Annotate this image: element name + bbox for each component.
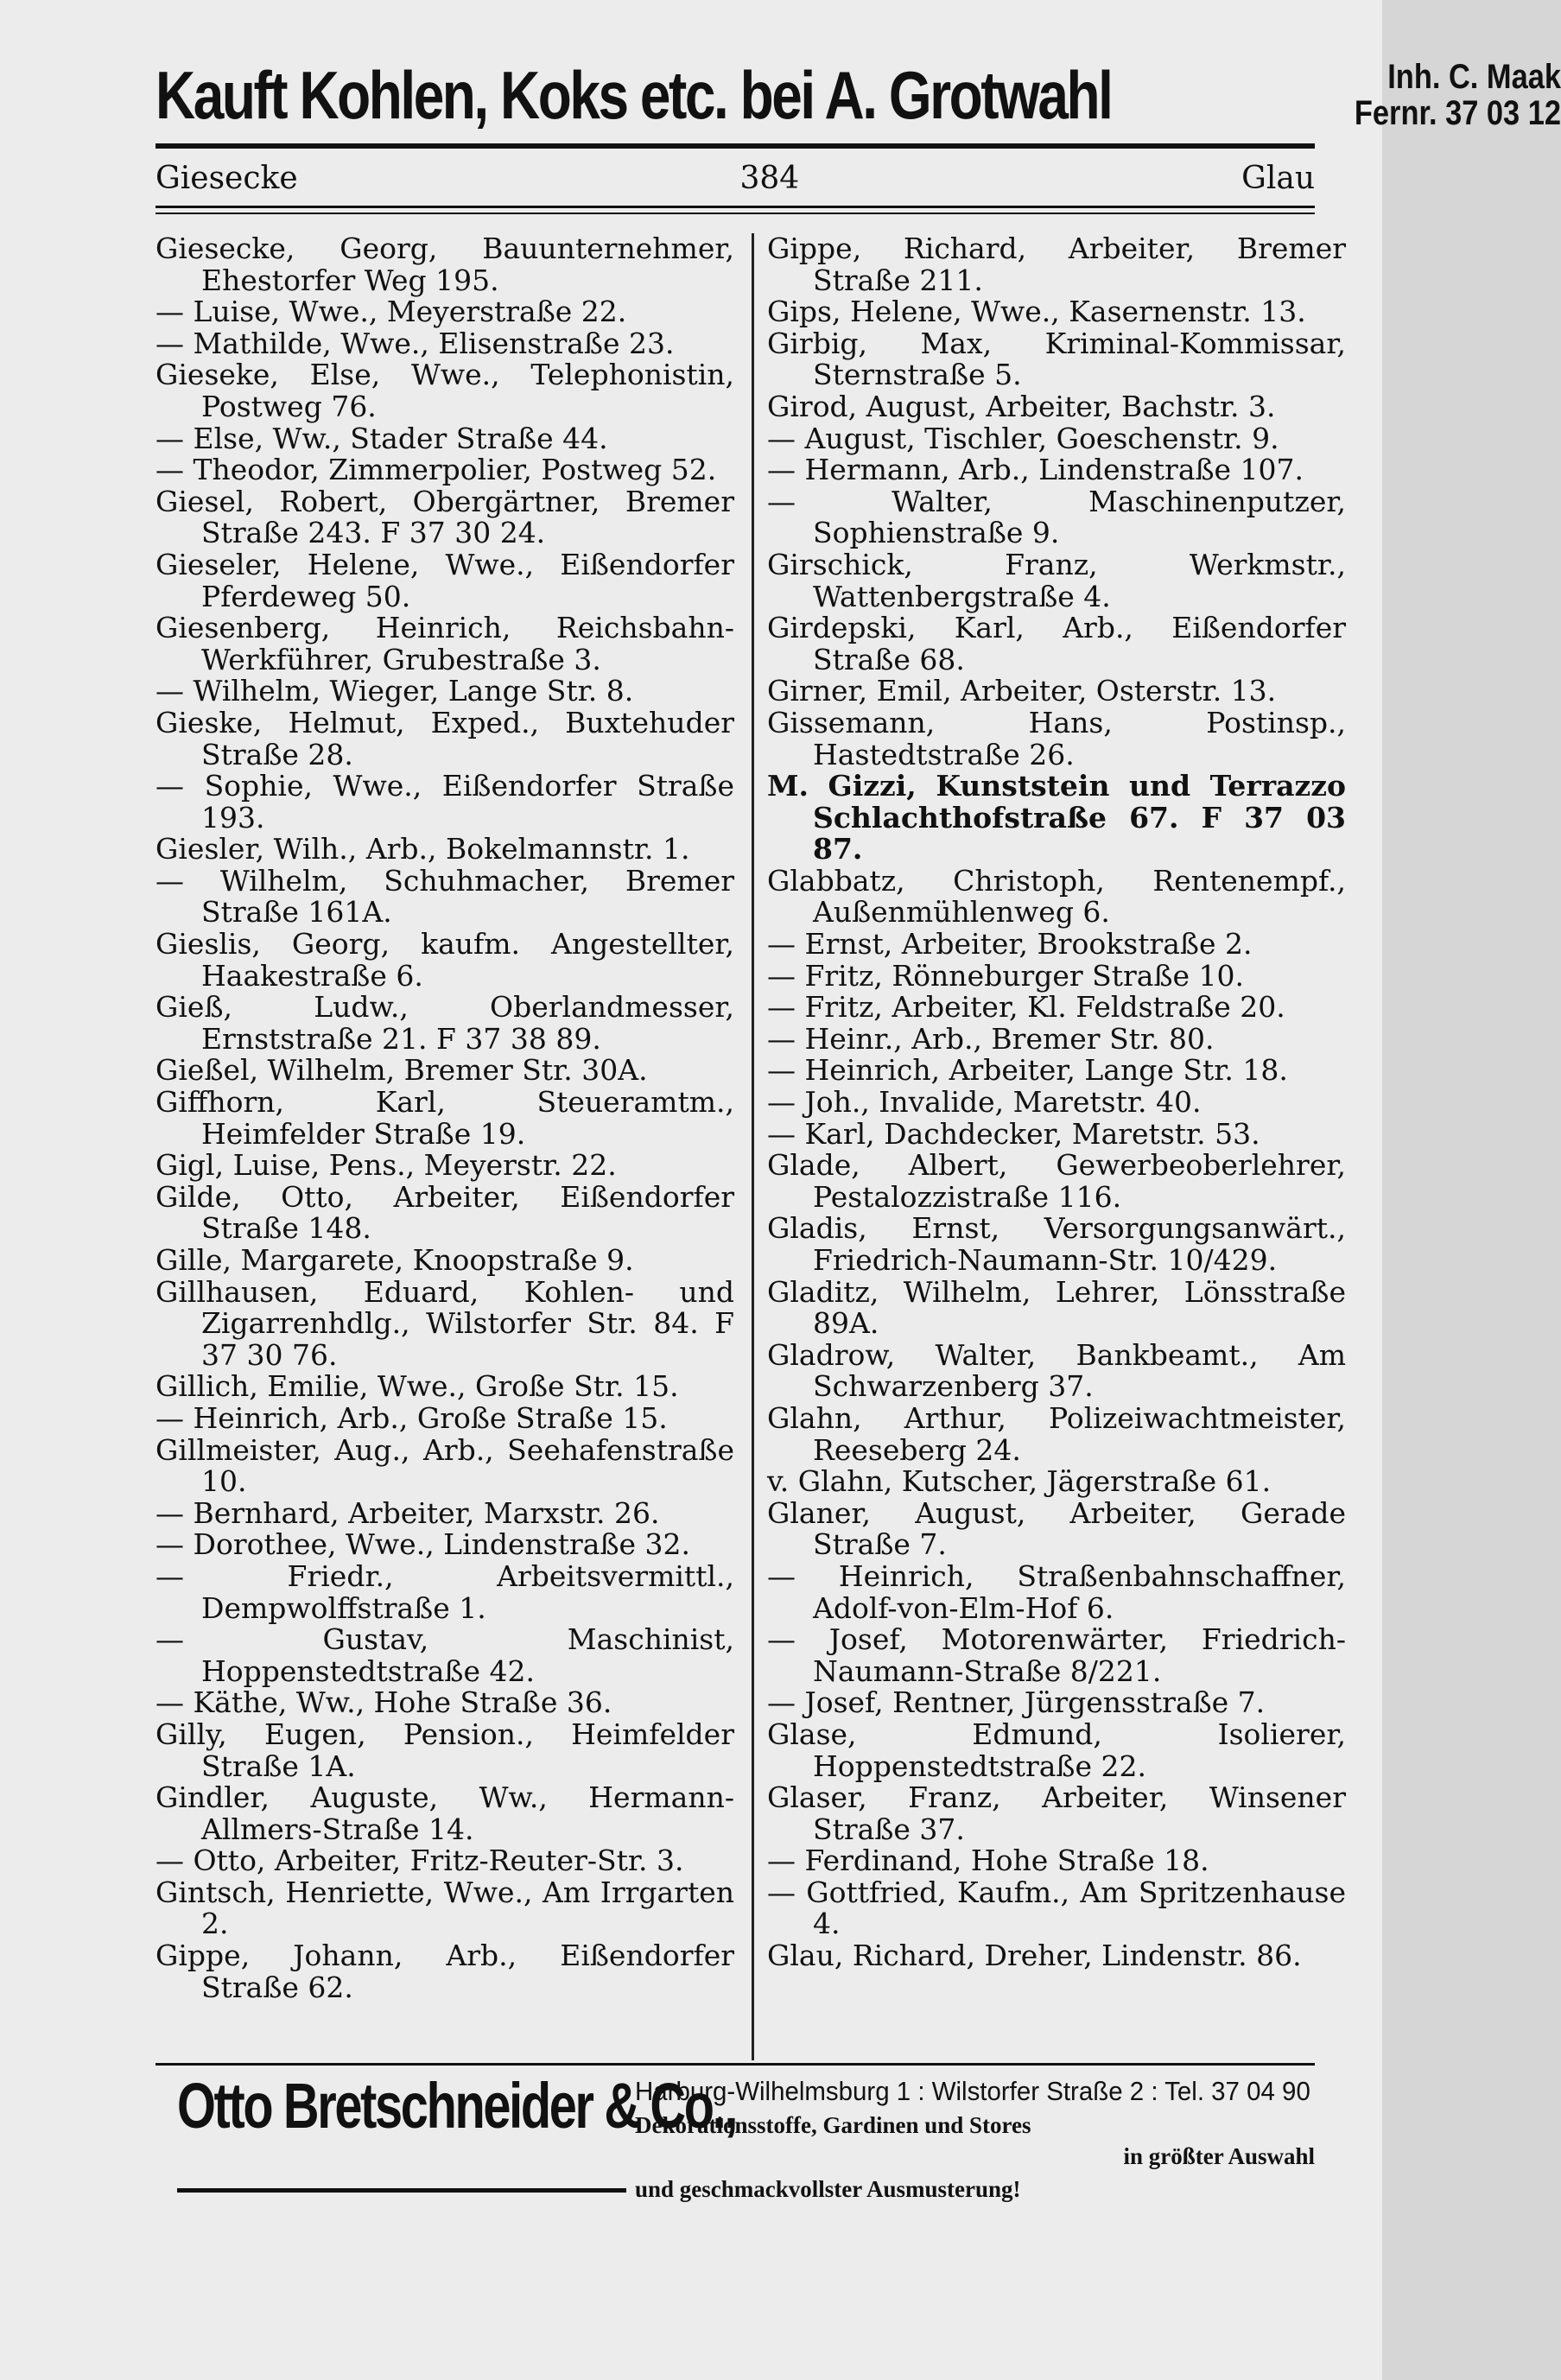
directory-entry: — Walter, Maschinenputzer, Sophienstraße 9. (767, 484, 1346, 550)
directory-entry: — Luise, Wwe., Meyerstraße 22. (155, 295, 627, 329)
header-first-entry: Giesecke (155, 160, 298, 196)
directory-entry: Girschick, Franz, Werkmstr., Wattenbergstraße 4. (767, 547, 1346, 613)
directory-entry: Giesler, Wilh., Arb., Bokelmannstr. 1. (155, 832, 690, 866)
bottom-ad-selection: in größter Auswahl (1123, 2143, 1315, 2169)
directory-entry: Gieseke, Else, Wwe., Telephonistin, Postweg 76. (155, 358, 734, 423)
bottom-ad-company: Otto Bretschneider & Co., (177, 2070, 737, 2142)
directory-entry: — Gottfried, Kaufm., Am Spritzenhause 4. (767, 1875, 1346, 1941)
top-ad-phone: Fernr. 37 03 12 (1355, 94, 1561, 132)
directory-entry: Glau, Richard, Dreher, Lindenstr. 86. (767, 1939, 1302, 1973)
directory-entry: Gippe, Johann, Arb., Eißendorfer Straße 62. (155, 1939, 734, 2004)
directory-entry: Gillhausen, Eduard, Kohlen- und Zigarrenhdlg., Wilstorfer Str. 84. F 37 30 76. (155, 1274, 734, 1372)
directory-entry: — Karl, Dachdecker, Maretstr. 53. (767, 1116, 1260, 1151)
header-last-entry: Glau (1241, 160, 1315, 196)
column-divider (752, 233, 754, 2060)
directory-entry: — Bernhard, Arbeiter, Marxstr. 26. (155, 1495, 660, 1530)
top-rule (155, 143, 1315, 149)
bottom-ad-tagline: und geschmackvollster Ausmusterung! (635, 2176, 1021, 2202)
directory-entry: — Heinr., Arb., Bremer Str. 80. (767, 1021, 1215, 1056)
directory-entry: — Dorothee, Wwe., Lindenstraße 32. (155, 1527, 690, 1562)
directory-entry: Gissemann, Hans, Postinsp., Hastedtstraße 26. (767, 705, 1346, 771)
directory-entry: — Josef, Motorenwärter, Friedrich-Naumann-Straße 8/221. (767, 1622, 1346, 1688)
bottom-ad-products: Dekorationsstoffe, Gardinen und Stores (635, 2112, 1031, 2138)
directory-entry: Girner, Emil, Arbeiter, Osterstr. 13. (767, 674, 1277, 708)
left-column (155, 233, 734, 2060)
directory-entry: — Ernst, Arbeiter, Brookstraße 2. (767, 927, 1253, 962)
bottom-rule (155, 2063, 1315, 2066)
directory-entry: Giffhorn, Karl, Steueramtm., Heimfelder Straße 19. (155, 1085, 734, 1151)
directory-entry: Gille, Margarete, Knoopstraße 9. (155, 1243, 634, 1277)
directory-entry: Gippe, Richard, Arbeiter, Bremer Straße 211. (767, 232, 1346, 297)
directory-entry: — Theodor, Zimmerpolier, Postweg 52. (155, 453, 717, 487)
directory-entry: Gillich, Emilie, Wwe., Große Str. 15. (155, 1369, 679, 1404)
directory-entry: Gieslis, Georg, kaufm. Angestellter, Haakestraße 6. (155, 927, 734, 993)
right-column (767, 233, 1346, 2060)
directory-entry: Gilly, Eugen, Pension., Heimfelder Straße 1A. (155, 1717, 734, 1783)
running-header (155, 155, 1315, 200)
directory-entry: Girod, August, Arbeiter, Bachstr. 3. (767, 389, 1276, 423)
directory-entry: Girbig, Max, Kriminal-Kommissar, Sternstraße 5. (767, 326, 1346, 392)
page-number: 384 (739, 160, 800, 196)
directory-entry: — Wilhelm, Schuhmacher, Bremer Straße 161A. (155, 863, 734, 930)
directory-entry: — Hermann, Arb., Lindenstraße 107. (767, 453, 1304, 487)
directory-entry: Gladis, Ernst, Versorgungsanwärt., Friedrich-Naumann-Str. 10/429. (767, 1211, 1346, 1277)
directory-entry: — Sophie, Wwe., Eißendorfer Straße 193. (155, 769, 734, 835)
directory-entry: — Heinrich, Arb., Große Straße 15. (155, 1400, 668, 1435)
directory-entry: — August, Tischler, Goeschenstr. 9. (767, 421, 1279, 455)
directory-entry: — Heinrich, Straßenbahnschaffner, Adolf-von-Elm-Hof 6. (767, 1558, 1346, 1625)
directory-entry: — Josef, Rentner, Jürgensstraße 7. (767, 1685, 1266, 1720)
directory-entry: Gips, Helene, Wwe., Kasernenstr. 13. (767, 295, 1306, 329)
directory-entry: — Joh., Invalide, Maretstr. 40. (767, 1085, 1202, 1120)
directory-entry: Gigl, Luise, Pens., Meyerstr. 22. (155, 1148, 617, 1183)
directory-entry: — Gustav, Maschinist, Hoppenstedtstraße 42. (155, 1622, 734, 1688)
directory-entry: — Else, Ww., Stader Straße 44. (155, 421, 608, 455)
directory-entry: — Mathilde, Wwe., Elisenstraße 23. (155, 326, 675, 360)
header-rule-2 (155, 213, 1315, 214)
directory-entry: Glahn, Arthur, Polizeiwachtmeister, Reeseberg 24. (767, 1400, 1346, 1467)
bottom-advertisement (155, 2069, 1315, 2225)
bottom-ad-underline (177, 2188, 626, 2193)
directory-entry: Gladitz, Wilhelm, Lehrer, Lönsstraße 89A. (767, 1274, 1346, 1341)
top-advertisement (155, 52, 1561, 138)
directory-entry: — Wilhelm, Wieger, Lange Str. 8. (155, 674, 634, 708)
directory-entry: Glabbatz, Christoph, Rentenempf., Außenmühlenweg 6. (767, 863, 1346, 930)
directory-entry: — Heinrich, Arbeiter, Lange Str. 18. (767, 1053, 1288, 1088)
header-rule-1 (155, 206, 1315, 208)
directory-entry: Gießel, Wilhelm, Bremer Str. 30A. (155, 1053, 648, 1088)
directory-entry: Gieske, Helmut, Exped., Buxtehuder Straße 28. (155, 705, 734, 771)
directory-entry: Giesenberg, Heinrich, Reichsbahn-Werkführer, Grubestraße 3. (155, 611, 734, 676)
directory-entry: M. Gizzi, Kunststein und Terrazzo Schlachthofstraße 67. F 37 03 87. (767, 769, 1346, 866)
directory-entry: — Fritz, Rönneburger Straße 10. (767, 958, 1245, 993)
top-ad-contact (1355, 59, 1561, 131)
directory-entry: Giesel, Robert, Obergärtner, Bremer Straße 243. F 37 30 24. (155, 484, 734, 550)
directory-entry: Gieß, Ludw., Oberlandmesser, Ernststraße 21. F 37 38 89. (155, 990, 734, 1056)
directory-entry: Glaser, Franz, Arbeiter, Winsener Straße 37. (767, 1780, 1346, 1846)
directory-entry: Gladrow, Walter, Bankbeamt., Am Schwarzenberg 37. (767, 1337, 1346, 1404)
directory-entry: Gindler, Auguste, Ww., Hermann-Allmers-Straße 14. (155, 1780, 734, 1846)
bottom-ad-address: Harburg-Wilhelmsburg 1 : Wilstorfer Straße 2 : Tel. 37 04 90 (635, 2076, 1310, 2106)
directory-entry: Glade, Albert, Gewerbeoberlehrer, Pestalozzistraße 116. (767, 1148, 1346, 1214)
directory-entry: Girdepski, Karl, Arb., Eißendorfer Straße 68. (767, 611, 1346, 676)
directory-entry: Glase, Edmund, Isolierer, Hoppenstedtstraße 22. (767, 1717, 1346, 1783)
directory-entry: v. Glahn, Kutscher, Jägerstraße 61. (767, 1464, 1272, 1499)
directory-entry: — Ferdinand, Hohe Straße 18. (767, 1844, 1209, 1878)
directory-entry: — Fritz, Arbeiter, Kl. Feldstraße 20. (767, 990, 1285, 1025)
directory-entry: Glaner, August, Arbeiter, Gerade Straße 7. (767, 1495, 1346, 1562)
directory-entry: — Otto, Arbeiter, Fritz-Reuter-Str. 3. (155, 1844, 684, 1878)
directory-entry: — Friedr., Arbeitsvermittl., Dempwolffstraße 1. (155, 1558, 734, 1625)
directory-entry: — Käthe, Ww., Hohe Straße 36. (155, 1685, 612, 1720)
top-ad-text: Kauft Kohlen, Koks etc. bei A. Grotwahl (155, 57, 1112, 133)
directory-entry: Giesecke, Georg, Bauunternehmer, Ehestorfer Weg 195. (155, 232, 734, 297)
top-ad-owner: Inh. C. Maak (1387, 58, 1561, 96)
directory-entry: Gilde, Otto, Arbeiter, Eißendorfer Straße 148. (155, 1179, 734, 1246)
directory-entry: Gillmeister, Aug., Arb., Seehafenstraße 10. (155, 1432, 734, 1499)
directory-entry: Gintsch, Henriette, Wwe., Am Irrgarten 2. (155, 1875, 734, 1941)
directory-entry: Gieseler, Helene, Wwe., Eißendorfer Pferdeweg 50. (155, 547, 734, 613)
